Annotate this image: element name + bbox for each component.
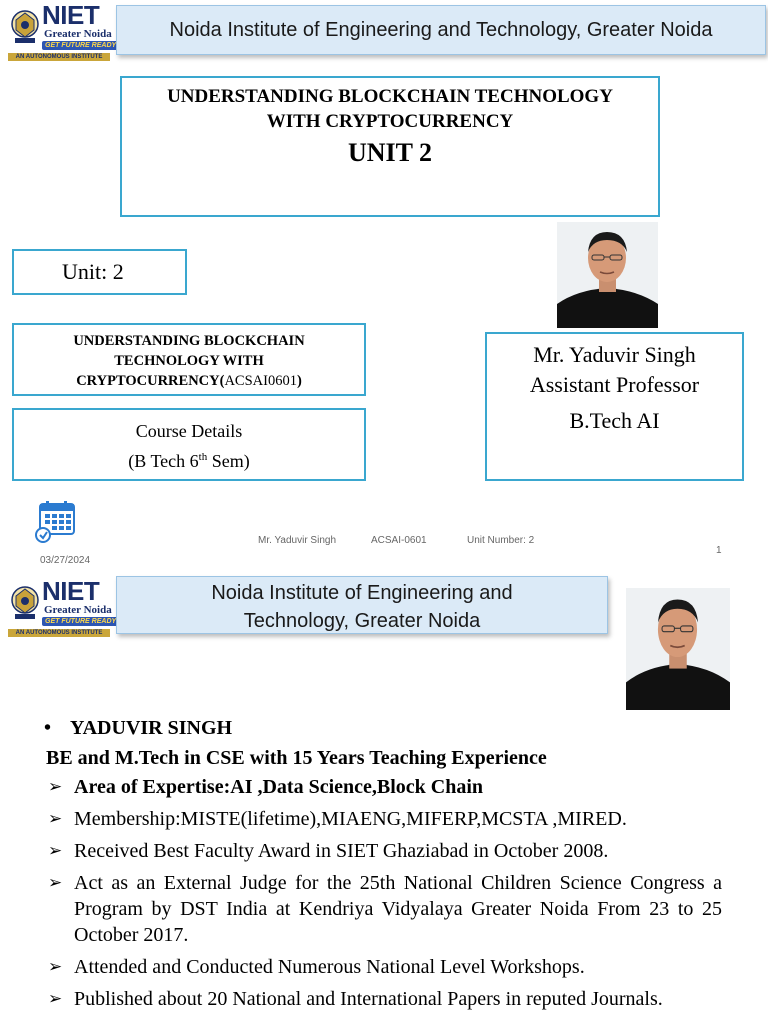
institute-name: Noida Institute of Engineering and Technology, Greater Noida bbox=[169, 19, 713, 41]
bio-list bbox=[46, 774, 722, 1012]
course-details-box bbox=[12, 408, 366, 481]
logo-autonomous: AN AUTONOMOUS INSTITUTE bbox=[8, 629, 110, 637]
footer-unit: Unit Number: 2 bbox=[467, 535, 535, 546]
institute-name-line1: Noida Institute of Engineering and bbox=[211, 582, 513, 604]
arrow-bullet-icon: ➢ bbox=[48, 989, 63, 1009]
logo-autonomous: AN AUTONOMOUS INSTITUTE bbox=[8, 53, 110, 61]
arrow-bullet-icon: ➢ bbox=[48, 873, 63, 893]
faculty-photo bbox=[557, 222, 658, 328]
course-name: UNDERSTANDING BLOCKCHAIN TECHNOLOGY WITH CRYPTOCURRENCY( bbox=[73, 333, 305, 389]
emblem-icon bbox=[10, 584, 40, 620]
logo-tagline: GET FUTURE READY bbox=[42, 41, 119, 50]
institute-banner bbox=[116, 5, 766, 55]
bio-list-item bbox=[46, 870, 722, 948]
course-details-label: Course Details bbox=[135, 421, 243, 441]
semester-sup: th bbox=[198, 451, 208, 463]
bio-list-item bbox=[46, 806, 722, 832]
faculty-photo-image bbox=[626, 588, 730, 710]
arrow-bullet-icon: ➢ bbox=[48, 841, 63, 861]
niet-logo bbox=[8, 0, 117, 60]
course-code-close: ) bbox=[296, 373, 302, 389]
footer-code: ACSAI-0601 bbox=[371, 535, 427, 546]
bio-item-text: Act as an External Judge for the 25th National Children Science Congress a Program by DST India at Kendriya Vidyalaya Greater Noida From 23 to 25 October 2017. bbox=[74, 872, 722, 946]
arrow-bullet-icon: ➢ bbox=[48, 809, 63, 829]
bio-list-item bbox=[46, 986, 722, 1012]
course-semester bbox=[14, 444, 364, 474]
bio-item-text: Membership:MISTE(lifetime),MIAENG,MIFERP,MCSTA ,MIRED. bbox=[74, 808, 627, 830]
bio-list-item bbox=[46, 954, 722, 980]
logo-text: NIET bbox=[42, 576, 100, 606]
unit-label: Unit: 2 bbox=[62, 259, 124, 284]
footer-page: 1 bbox=[716, 545, 722, 556]
unit-box bbox=[12, 249, 187, 295]
course-title-line2: WITH CRYPTOCURRENCY bbox=[266, 111, 514, 132]
niet-logo-2 bbox=[8, 576, 117, 636]
bio-item-text: Published about 20 National and International Papers in reputed Journals. bbox=[74, 988, 663, 1010]
semester-suffix: Sem) bbox=[207, 451, 250, 471]
course-title-line1: UNDERSTANDING BLOCKCHAIN TECHNOLOGY bbox=[167, 86, 613, 107]
bullet-dot: • bbox=[44, 717, 52, 739]
faculty-name: Mr. Yaduvir Singh bbox=[533, 342, 696, 367]
semester-prefix: (B Tech 6 bbox=[128, 451, 199, 471]
faculty-name-line bbox=[44, 714, 720, 742]
bio-list-item bbox=[46, 774, 722, 800]
faculty-box bbox=[485, 332, 744, 481]
logo-tagline: GET FUTURE READY bbox=[42, 617, 119, 626]
bio-name: YADUVIR SINGH bbox=[70, 717, 233, 739]
arrow-bullet-icon: ➢ bbox=[48, 777, 63, 797]
faculty-role: Assistant Professor bbox=[529, 372, 700, 397]
logo-text: NIET bbox=[42, 0, 100, 30]
course-name-box bbox=[12, 323, 366, 396]
bio-item-text: Received Best Faculty Award in SIET Ghaziabad in October 2008. bbox=[74, 840, 609, 862]
faculty-photo-image bbox=[557, 222, 658, 328]
institute-name-line2: Technology, Greater Noida bbox=[243, 610, 481, 632]
course-title-box bbox=[120, 76, 660, 217]
calendar-icon[interactable] bbox=[35, 500, 77, 544]
emblem-icon bbox=[10, 8, 40, 44]
bio-item-text: Area of Expertise:AI ,Data Science,Block Chain bbox=[74, 776, 484, 798]
bio-list-item bbox=[46, 838, 722, 864]
faculty-dept: B.Tech AI bbox=[569, 408, 660, 433]
footer-author: Mr. Yaduvir Singh bbox=[258, 535, 337, 546]
unit-heading: UNIT 2 bbox=[347, 138, 433, 167]
course-code: ACSAI0601 bbox=[224, 373, 297, 389]
institute-banner-2 bbox=[116, 576, 608, 634]
arrow-bullet-icon: ➢ bbox=[48, 957, 63, 977]
logo-subtext: Greater Noida bbox=[44, 604, 112, 616]
logo-subtext: Greater Noida bbox=[44, 28, 112, 40]
bio-qualification: BE and M.Tech in CSE with 15 Years Teaching Experience bbox=[46, 747, 547, 769]
faculty-photo-2 bbox=[626, 588, 730, 710]
footer-date: 03/27/2024 bbox=[40, 555, 91, 566]
bio-item-text: Attended and Conducted Numerous National Level Workshops. bbox=[74, 956, 585, 978]
bio-section bbox=[46, 714, 722, 1018]
